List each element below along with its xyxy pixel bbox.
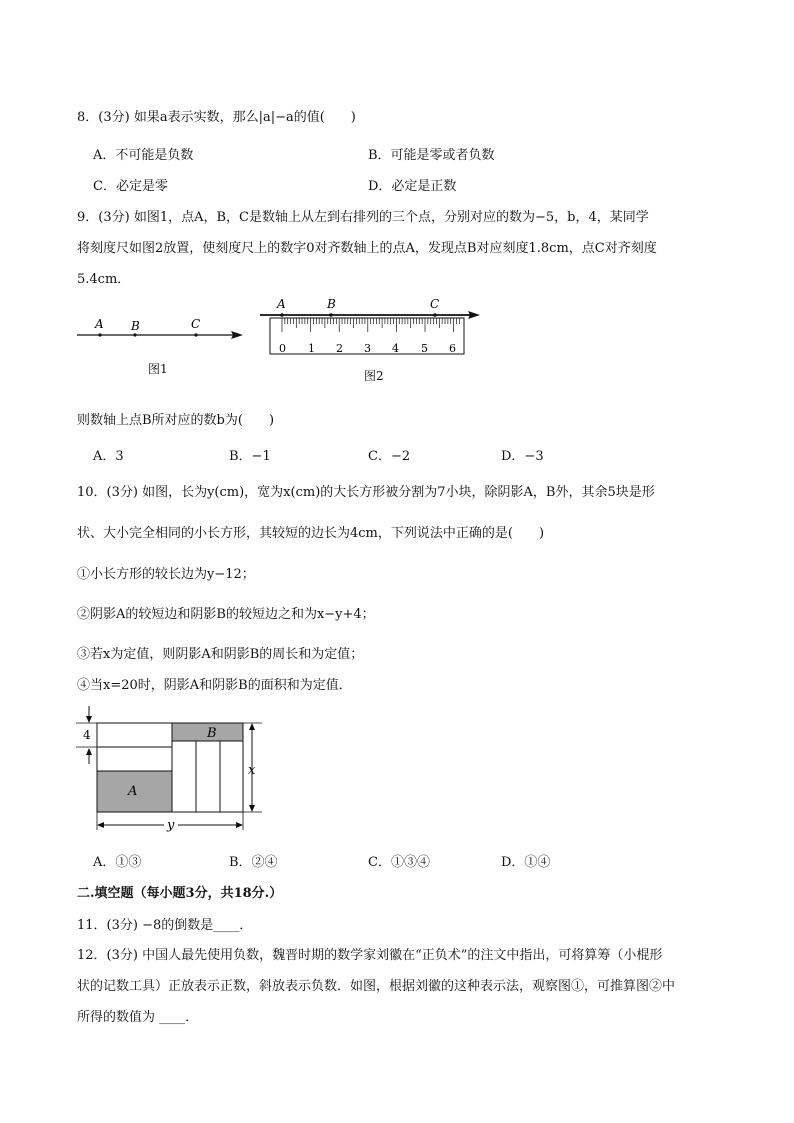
figure-1-caption: 图1 xyxy=(148,362,168,376)
ruler-label-3: 3 xyxy=(364,342,371,355)
ruler-label-2: 2 xyxy=(336,342,343,355)
fig2-point-b: B xyxy=(327,297,336,311)
q9-stem-line1: 9．(3分) 如图1，点A，B，C是数轴上从左到右排列的三个点，分别对应的数为−5，b，4，某同学 xyxy=(77,210,649,225)
q9-option-b: B．−1 xyxy=(229,449,271,464)
q9-option-c: C．−2 xyxy=(368,449,411,464)
q8-option-a: A．不可能是负数 xyxy=(93,148,194,163)
q8-option-c: C．必定是零 xyxy=(93,179,168,194)
label-x: x xyxy=(248,763,256,778)
q10-option-b: B．②④ xyxy=(229,855,278,870)
q12-line1: 12．(3分) 中国人最先使用负数，魏晋时期的数学家刘徽在“正负术”的注文中指出，可将算筹（小棍形 xyxy=(77,948,663,963)
q10-rectangle-figure xyxy=(76,702,272,836)
q8-option-d: D．必定是正数 xyxy=(368,179,457,194)
q10-statement-4: ④当x=20时，阴影A和阴影B的面积和为定值． xyxy=(77,678,352,693)
ruler-label-6: 6 xyxy=(449,342,456,355)
q10-statement-2: ②阴影A的较短边和阴影B的较短边之和为x−y+4； xyxy=(77,607,375,622)
figure-2-caption: 图2 xyxy=(364,369,384,383)
q8-stem: 8．(3分) 如果a表示实数，那么|a|−a的值( ) xyxy=(77,110,356,125)
q10-option-d: D．①④ xyxy=(501,855,551,870)
q9-option-a: A．3 xyxy=(93,449,124,464)
label-a: A xyxy=(128,784,138,799)
fig1-point-a: A xyxy=(95,317,104,331)
fig1-point-b: B xyxy=(131,319,140,333)
label-4: 4 xyxy=(83,728,91,742)
fig1-point-c: C xyxy=(191,317,201,331)
fig2-point-c: C xyxy=(430,297,440,311)
fig2-point-a: A xyxy=(277,297,286,311)
ruler-label-0: 0 xyxy=(279,342,286,355)
q11-stem: 11．(3分) −8的倒数是____． xyxy=(77,918,253,933)
q9-stem-line2: 将刻度尺如图2放置，使刻度尺上的数字0对齐数轴上的点A，发现点B对应刻度1.8cm，点C对齐刻度 xyxy=(77,241,657,256)
q9-question: 则数轴上点B所对应的数b为( ) xyxy=(77,413,275,428)
q12-line2: 状的记数工具）正放表示正数，斜放表示负数．如图，根据刘徽的这种表示法，观察图①，可推算图②中 xyxy=(77,979,676,994)
q10-stem-line2: 状、大小完全相同的小长方形，其较短的边长为4cm，下列说法中正确的是( ) xyxy=(77,526,545,541)
q10-option-c: C．①③④ xyxy=(368,855,430,870)
q12-line3: 所得的数值为 ____． xyxy=(77,1010,199,1025)
ruler-label-4: 4 xyxy=(392,342,399,355)
label-b: B xyxy=(207,726,217,741)
ruler-label-1: 1 xyxy=(308,342,315,355)
q10-option-a: A．①③ xyxy=(93,855,142,870)
q10-statement-3: ③若x为定值，则阴影A和阴影B的周长和为定值； xyxy=(77,647,364,662)
q8-option-b: B．可能是零或者负数 xyxy=(368,148,495,163)
figure-1-number-line xyxy=(75,312,250,347)
ruler-ticks xyxy=(282,318,459,332)
q10-stem-line1: 10．(3分) 如图，长为y(cm)，宽为x(cm)的大长方形被分割为7小块，除阴影A，B外，其余5块是形 xyxy=(77,485,655,500)
section-2-heading: 二.填空题（每小题3分，共18分.） xyxy=(77,886,283,901)
q10-statement-1: ①小长方形的较长边为y−12； xyxy=(77,567,255,582)
ruler-label-5: 5 xyxy=(421,342,428,355)
q9-stem-line3: 5.4cm． xyxy=(77,272,131,287)
q9-option-d: D．−3 xyxy=(501,449,544,464)
figure-2-ruler xyxy=(258,296,484,358)
label-y: y xyxy=(167,818,175,833)
